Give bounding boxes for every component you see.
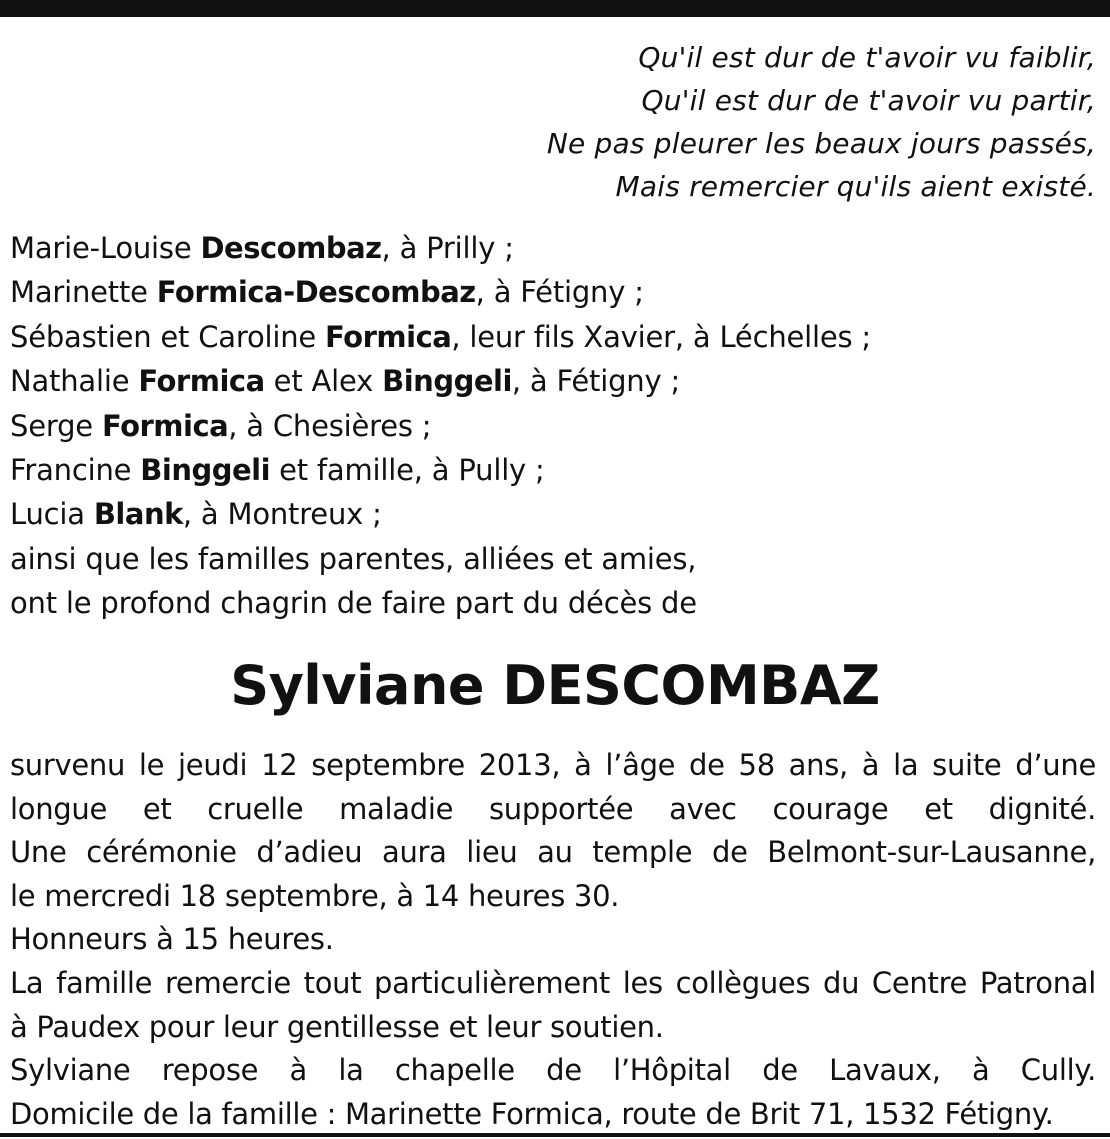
family-surname: Formica-Descombaz bbox=[156, 275, 476, 310]
poem-line: Ne pas pleurer les beaux jours passés, bbox=[546, 127, 1096, 160]
family-surname: Formica bbox=[101, 408, 229, 443]
family-text: ont le profond chagrin de faire part du décès de bbox=[10, 586, 697, 621]
body-line: Honneurs à 15 heures. bbox=[10, 922, 334, 957]
family-text: et famille, à Pully ; bbox=[270, 453, 545, 488]
body-line: Domicile de la famille : Marinette Formica, route de Brit 71, 1532 Fétigny. bbox=[10, 1096, 1054, 1131]
poem-line: Qu'il est dur de t'avoir vu partir, bbox=[641, 84, 1096, 117]
family-text: Marie-Louise bbox=[10, 231, 201, 265]
family-line bbox=[10, 359, 1100, 403]
body-line: le mercredi 18 septembre, à 14 heures 30. bbox=[10, 878, 620, 913]
family-surname: Formica bbox=[325, 319, 452, 354]
family-line bbox=[10, 581, 1100, 625]
family-text: Francine bbox=[10, 453, 141, 488]
family-line bbox=[10, 537, 1100, 581]
family-surname: Binggeli bbox=[382, 364, 512, 399]
family-line bbox=[10, 270, 1100, 314]
body-line: Une cérémonie d’adieu aura lieu au temple de Belmont-sur-Lausanne, bbox=[10, 835, 1096, 870]
body-line: longue et cruelle maladie supportée avec courage et dignité. bbox=[10, 791, 1096, 826]
family-surname: Formica bbox=[138, 364, 265, 399]
family-line bbox=[10, 492, 1100, 536]
family-text: , à Chesières ; bbox=[228, 408, 432, 443]
family-text: Sébastien et Caroline bbox=[10, 319, 326, 354]
family-text: Marinette bbox=[10, 275, 157, 310]
family-text: , leur fils Xavier, à Léchelles ; bbox=[451, 319, 871, 354]
family-text: Lucia bbox=[10, 497, 94, 532]
family-text: , à Fétigny ; bbox=[475, 275, 644, 310]
family-surname: Descombaz bbox=[200, 231, 382, 265]
family-text: , à Montreux ; bbox=[182, 497, 382, 532]
body-line: à Paudex pour leur gentillesse et leur soutien. bbox=[10, 1009, 664, 1044]
body-line: Sylviane repose à la chapelle de l’Hôpital de Lavaux, à Cully. bbox=[10, 1053, 1096, 1088]
family-line bbox=[10, 404, 1100, 448]
bottom-rule bbox=[0, 1133, 1110, 1137]
family-text: , à Prilly ; bbox=[381, 231, 514, 265]
family-surname: Binggeli bbox=[140, 453, 271, 488]
body-line: La famille remercie tout particulièrement les collègues du Centre Patronal bbox=[10, 965, 1096, 1000]
body-line: survenu le jeudi 12 septembre 2013, à l’âge de 58 ans, à la suite d’une bbox=[10, 748, 1096, 782]
family-text: ainsi que les familles parentes, alliées et amies, bbox=[10, 541, 697, 576]
family-line bbox=[10, 315, 1100, 359]
family-surname: Blank bbox=[93, 497, 183, 532]
deceased-name: Sylviane DESCOMBAZ bbox=[230, 654, 880, 717]
family-text: Serge bbox=[10, 408, 102, 443]
family-text: et Alex bbox=[264, 364, 383, 399]
family-text: Nathalie bbox=[10, 364, 139, 399]
poem-line: Qu'il est dur de t'avoir vu faiblir, bbox=[638, 41, 1096, 74]
family-list bbox=[10, 226, 1100, 626]
poem-line: Mais remercier qu'ils aient existé. bbox=[615, 170, 1096, 203]
poem-verse bbox=[296, 36, 1096, 208]
family-line bbox=[10, 448, 1100, 492]
top-rule bbox=[0, 0, 1110, 17]
family-text: , à Fétigny ; bbox=[511, 364, 681, 399]
family-line bbox=[10, 226, 1100, 270]
announcement-body bbox=[10, 744, 1096, 1136]
